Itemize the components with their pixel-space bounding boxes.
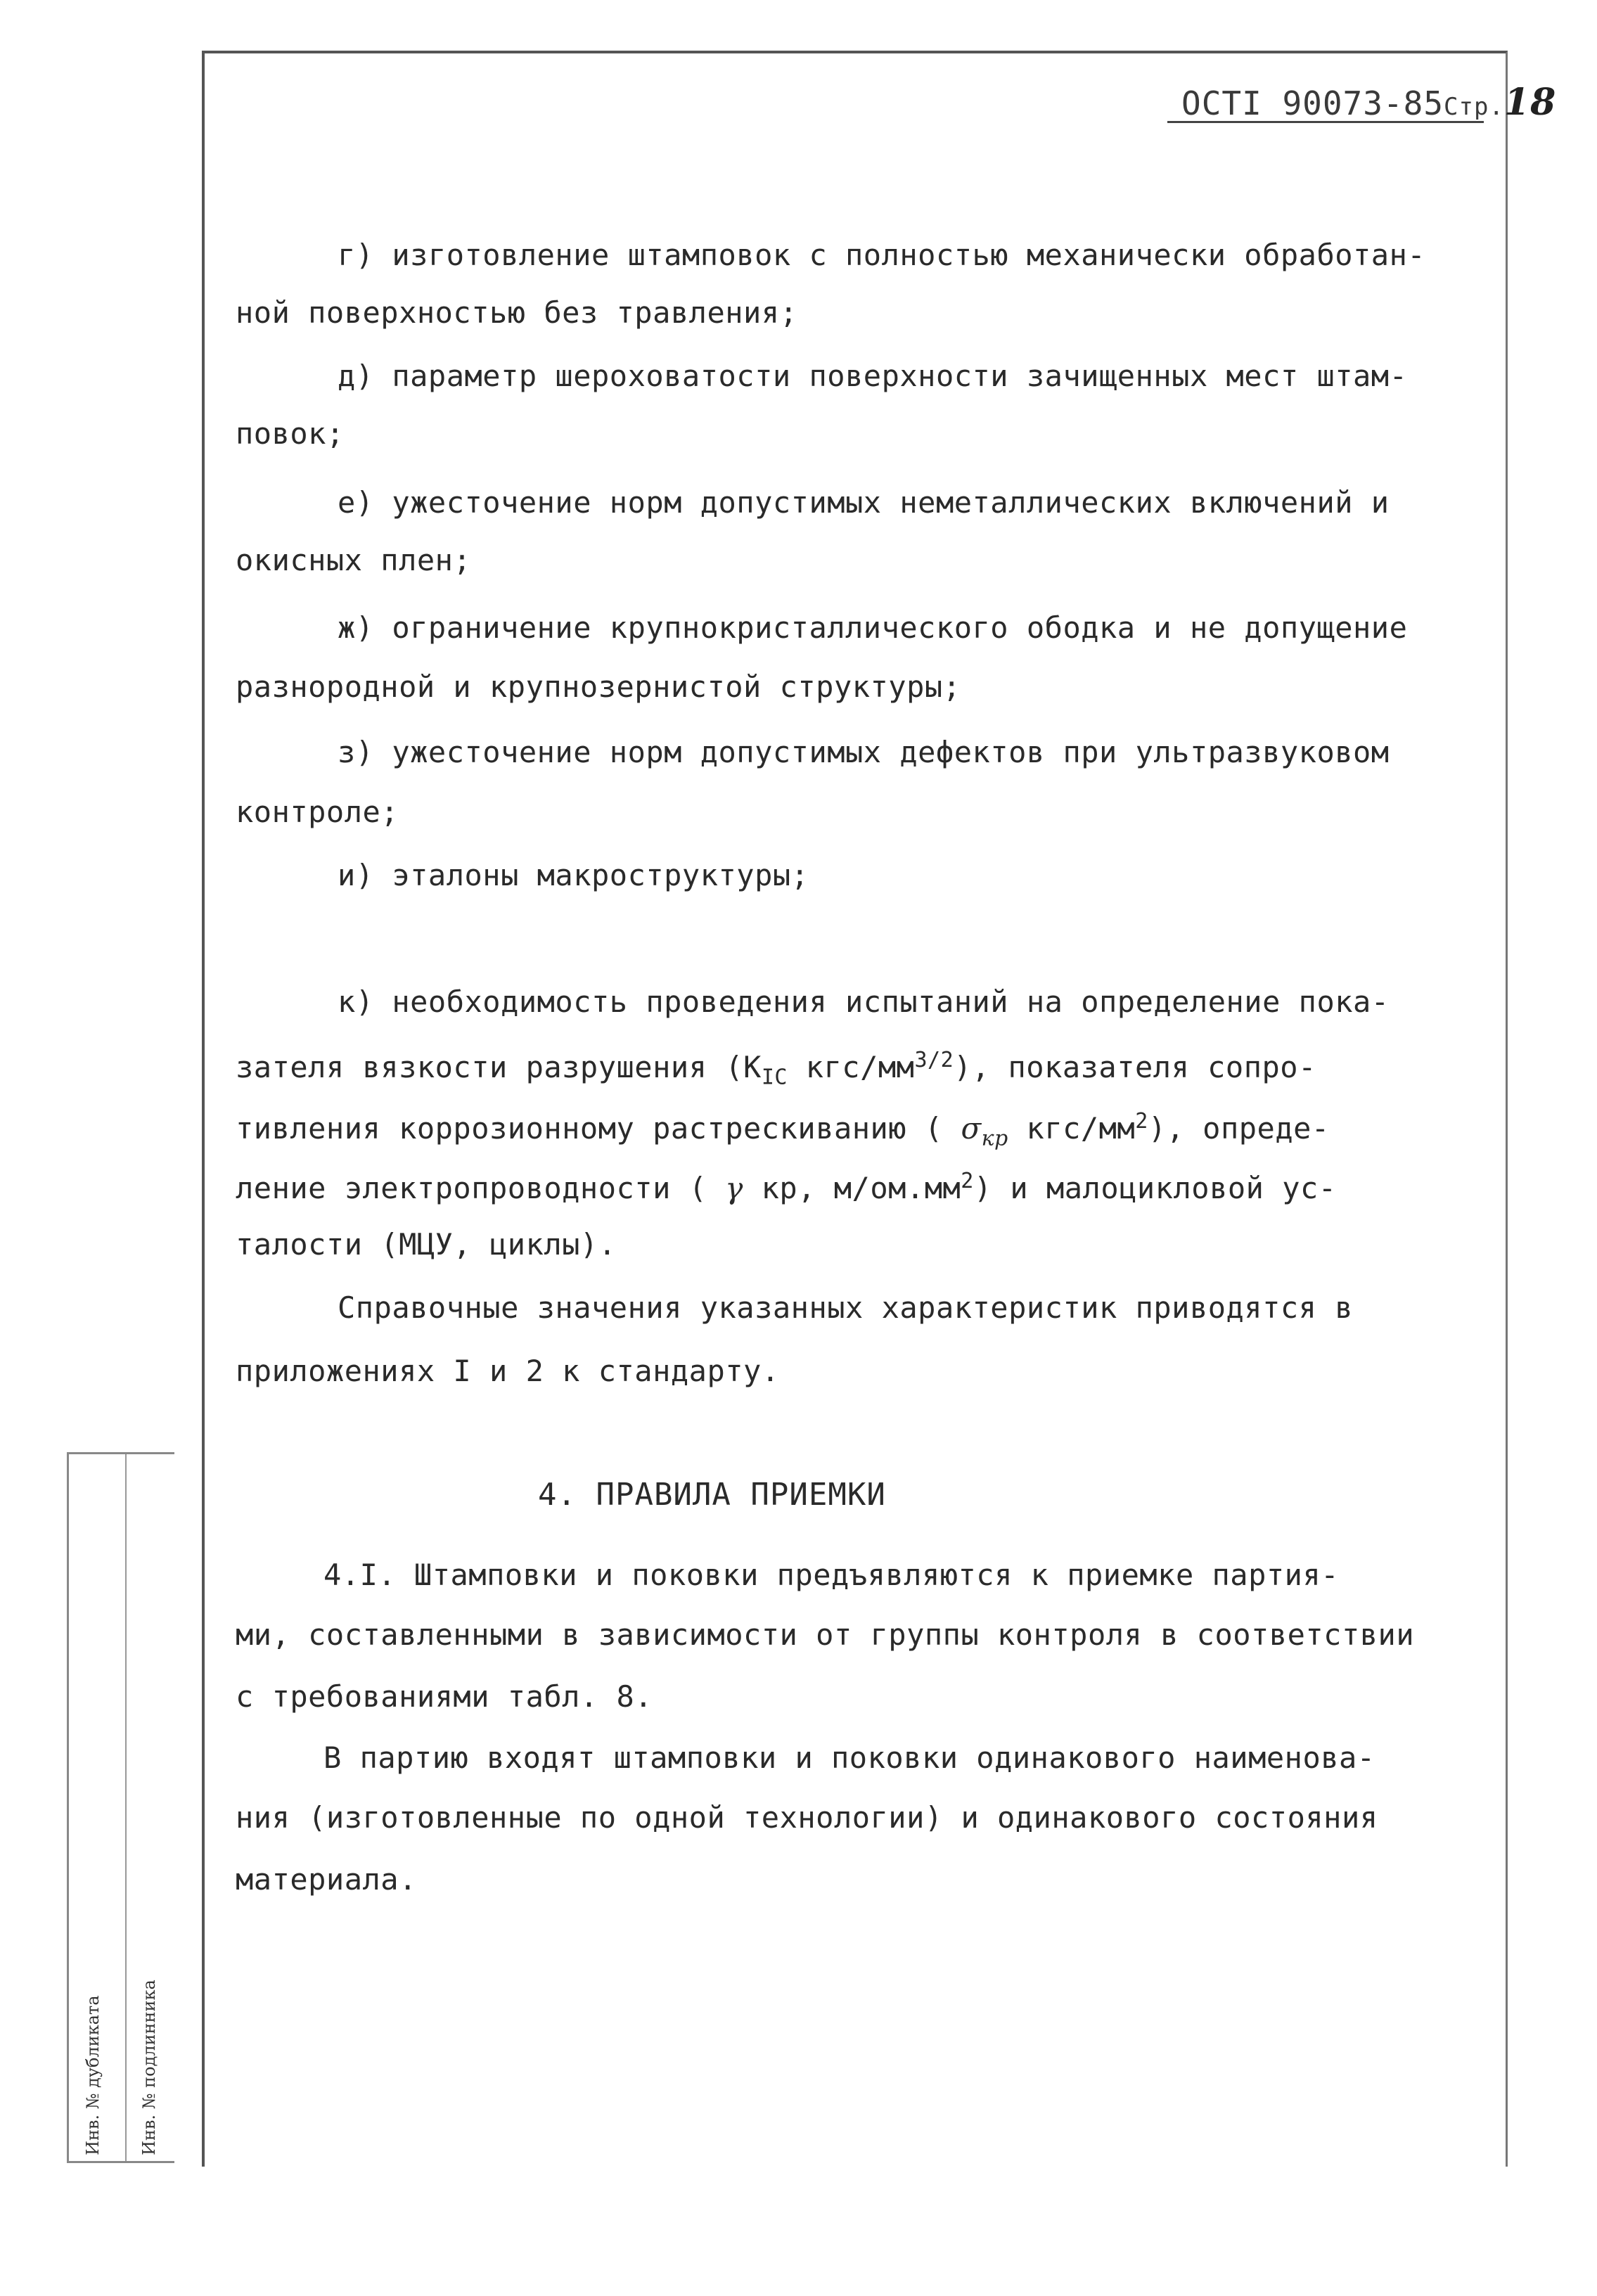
body-line: разнородной и крупнозернистой структуры; [236,669,961,704]
section-line: ния (изготовленные по одной технологии) и одинакового состояния [236,1800,1378,1835]
body-line: ж) ограничение крупнокристаллического ободка и не допущение [338,610,1408,645]
section-line: с требованиями табл. 8. [236,1679,653,1714]
gamma-symbol: γ [725,1171,743,1205]
body-line: и) эталоны макроструктуры; [338,858,809,892]
standard-code: ОСТI 90073-85 [1181,84,1444,122]
body-line: е) ужесточение норм допустимых неметаллических включений и [338,485,1390,520]
body-line: д) параметр шероховатости поверхности зачищенных мест штам- [338,359,1408,393]
section-line: В партию входят штамповки и поковки одинакового наименова- [323,1740,1375,1775]
stamp-divider [125,1454,127,2161]
sigma-symbol: σ [961,1111,982,1146]
reference-line: Справочные значения указанных характеристик приводятся в [338,1290,1354,1325]
item-k-line-5: талости (МЦУ, циклы). [236,1227,617,1262]
body-line: г) изготовление штамповок с полностью механически обработан- [338,238,1426,272]
section-line: 4.I. Штамповки и поковки предъявляются к приемке партия- [323,1558,1340,1592]
item-k-line-3: тивления коррозионному растрескиванию ( $\sigma_{кр}$ кгс/$мм^2$), опреде- [236,1109,1330,1151]
section-line: ми, составленными в зависимости от группы контроля в соответствии [236,1617,1415,1652]
body-line: окисных плен; [236,543,472,577]
item-k-line-2: зателя вязкости разрушения ($K_{IC}$ кгс/$мм^{3/2}$), показателя сопро- [236,1048,1316,1090]
body-line: ной поверхностью без травления; [236,295,798,330]
section-line: материала. [236,1862,417,1897]
original-inventory-label: Инв. № подлинника [139,1980,159,2155]
page-number: 18 [1503,81,1557,124]
item-k-line-4: ление электропроводности ( γ кр, $м/ом.мм^2$) и малоцикловой ус- [236,1169,1337,1205]
body-line: з) ужесточение норм допустимых дефектов при ультразвуковом [338,735,1390,769]
item-k-line-1: к) необходимость проведения испытаний на определение пока- [338,985,1390,1019]
body-line: повок; [236,416,345,451]
section-heading: 4. ПРАВИЛА ПРИЕМКИ [538,1477,886,1513]
duplicate-inventory-label: Инв. № дубликата [83,1995,103,2155]
header-underline [1167,121,1484,123]
document-code [1181,81,1556,124]
reference-line: приложениях I и 2 к стандарту. [236,1354,780,1388]
body-line: контроле; [236,795,399,829]
page-label: Стр. [1444,93,1504,121]
